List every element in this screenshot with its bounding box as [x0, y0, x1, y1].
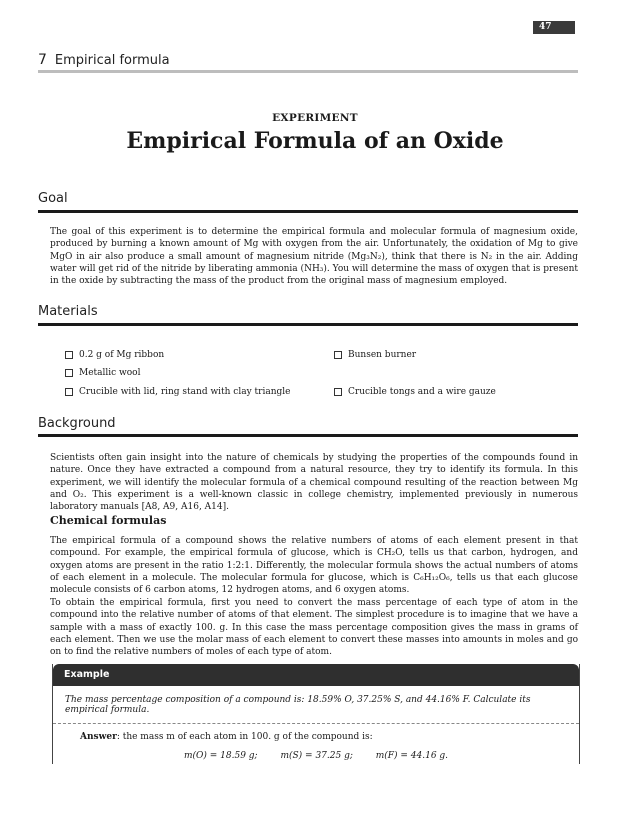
equation: m(S) = 37.25 g;: [280, 751, 353, 761]
equation: m(O) = 18.59 g;: [183, 751, 258, 761]
equation: m(F) = 44.16 g.: [375, 751, 449, 761]
section-heading-goal: Goal: [38, 191, 68, 206]
chapter-header: [38, 52, 170, 68]
checkbox-icon: [65, 369, 73, 377]
material-label: Crucible tongs and a wire gauze: [348, 387, 496, 397]
experiment-kicker: EXPERIMENT: [272, 112, 358, 124]
section-heading-materials: Materials: [38, 304, 98, 319]
example-header: Example: [53, 664, 579, 686]
material-item: [65, 350, 164, 360]
page-number: 47: [533, 21, 575, 34]
example-equations: [53, 751, 579, 761]
chapter-number: 7: [38, 52, 47, 68]
material-item: [65, 387, 290, 397]
checkbox-icon: [334, 388, 342, 396]
material-label: Metallic wool: [79, 368, 141, 378]
section-heading-background: Background: [38, 416, 116, 431]
experiment-title: Empirical Formula of an Oxide: [126, 128, 504, 154]
checkbox-icon: [65, 351, 73, 359]
section-rule-materials: [38, 323, 578, 326]
subheading-chemical-formulas: Chemical formulas: [50, 514, 167, 527]
material-label: Crucible with lid, ring stand with clay triangle: [79, 387, 291, 397]
goal-paragraph: The goal of this experiment is to determine the empirical formula and molecular formula of magnesium oxide, produced by burning a known amount of Mg with oxygen from the air. Unfortunately, the oxidation of Mg to give MgO in air also produce a small amount of magnesium nitride (Mg₃N₂), think that there is N₂ in the air. Adding water will get rid of the nitride by liberating ammonia (NH₃). You will determine the mass of oxygen that is present in the oxide by subtracting the mass of the product from the original mass of magnesium employed.: [50, 227, 578, 287]
background-paragraph: Scientists often gain insight into the nature of chemicals by studying the properties of the compounds found in nature. Once they have extracted a compound from a natural resource, they try to identify its formula. In this experiment, we will identify the molecular formula of a chemical compound resulting of the reaction between Mg and O₂. This experiment is a well-known classic in college chemistry, implemented previously in numerous laboratory manuals [A8, A9, A16, A14].: [50, 453, 578, 513]
material-label: Bunsen burner: [348, 350, 417, 360]
chapter-rule: [38, 70, 578, 73]
material-label: 0.2 g of Mg ribbon: [79, 350, 165, 360]
section-rule-background: [38, 434, 578, 437]
answer-label: Answer: [80, 732, 117, 742]
material-item: [334, 350, 416, 360]
chapter-title: Empirical formula: [54, 53, 170, 68]
answer-text: : the mass m of each atom in 100. g of the compound is:: [116, 732, 373, 742]
chemical-formulas-paragraph-1: The empirical formula of a compound shows the relative numbers of atoms of each element present in that compound. For example, the empirical formula of glucose, which is CH₂O, tells us that carbon, hydrogen, and oxygen atoms are present in the ratio 1:2:1. Differently, the molecular formula shows the actual numbers of atoms of each element in a molecule. The molecular formula for glucose, which is C₆H₁₂O₆, tells us that each glucose molecule consists of 6 carbon atoms, 12 hydrogen atoms, and 6 oxygen atoms.: [50, 536, 578, 596]
material-item: [65, 368, 140, 378]
example-answer: [53, 724, 579, 742]
chemical-formulas-paragraph-2: To obtain the empirical formula, first you need to convert the mass percentage of each type of atom in the compound into the relative number of atoms of that element. The simplest procedure is to imagine that we have a sample with a mass of exactly 100. g. In this case the mass percentage composition gives the mass in grams of each element. Then we use the molar mass of each element to convert these masses into amounts in moles and go on to find the relative numbers of moles of each type of atom.: [50, 598, 578, 658]
material-item: [334, 387, 496, 397]
section-rule-goal: [38, 210, 578, 213]
example-box: [52, 664, 580, 764]
checkbox-icon: [65, 388, 73, 396]
example-question: The mass percentage composition of a compound is: 18.59% O, 37.25% S, and 44.16% F. Calculate its empirical formula.: [53, 686, 579, 724]
checkbox-icon: [334, 351, 342, 359]
